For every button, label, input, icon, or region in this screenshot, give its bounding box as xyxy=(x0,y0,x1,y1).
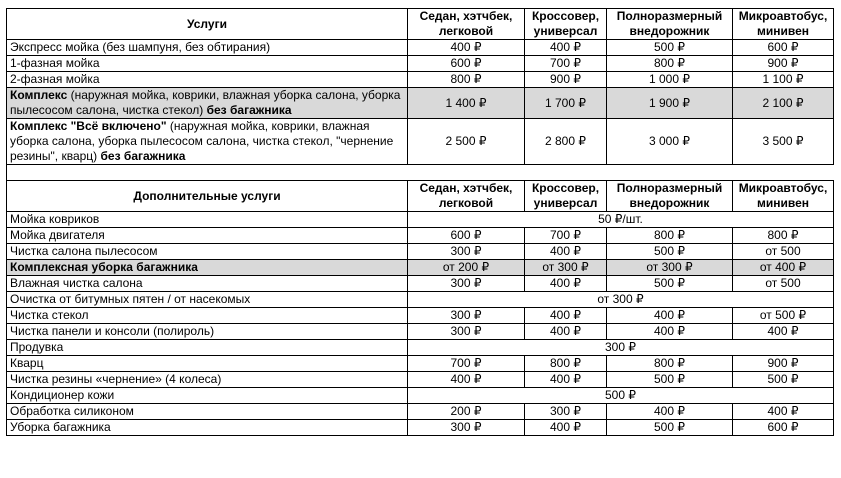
table-row xyxy=(7,372,834,388)
service-name xyxy=(7,119,408,165)
table-row-trunk-complex xyxy=(7,260,834,276)
main-header-row xyxy=(7,9,834,40)
service-name xyxy=(7,260,408,276)
header-suv: Полноразмерный внедорожник xyxy=(607,181,733,212)
table-row xyxy=(7,388,834,404)
header-minivan: Микроавтобус, минивен xyxy=(733,9,834,40)
price-cell: 400 ₽ xyxy=(525,244,607,260)
price-cell: 400 ₽ xyxy=(525,276,607,292)
price-cell: 600 ₽ xyxy=(733,420,834,436)
price-cell-all: 50 ₽/шт. xyxy=(408,212,834,228)
price-cell: 900 ₽ xyxy=(733,56,834,72)
table-row xyxy=(7,420,834,436)
price-cell: 600 ₽ xyxy=(733,40,834,56)
table-row xyxy=(7,56,834,72)
table-row xyxy=(7,72,834,88)
price-cell: 600 ₽ xyxy=(408,228,525,244)
price-cell: 800 ₽ xyxy=(525,356,607,372)
table-row xyxy=(7,228,834,244)
header-services: Услуги xyxy=(7,9,408,40)
header-crossover: Кроссовер, универсал xyxy=(525,9,607,40)
price-cell: 700 ₽ xyxy=(525,228,607,244)
service-name-detail: (наружная мойка, коврики, влажная уборка салона, уборка пылесосом салона, чистка стекол) xyxy=(10,88,401,117)
service-name: 1-фазная мойка xyxy=(7,56,408,72)
service-name: Кондиционер кожи xyxy=(7,388,408,404)
price-cell-all: от 300 ₽ xyxy=(408,292,834,308)
price-cell: 1 400 ₽ xyxy=(408,88,525,119)
table-row xyxy=(7,356,834,372)
service-name: Чистка салона пылесосом xyxy=(7,244,408,260)
price-cell: 800 ₽ xyxy=(607,56,733,72)
service-name-bold: Комплекс "Всё включено" xyxy=(10,119,167,133)
service-name-detail: (наружная мойка, коврики, влажная уборка салона, уборка пылесосом салона, чистка стекол, "чернение резины", кварц) xyxy=(10,119,394,163)
service-name: Мойка двигателя xyxy=(7,228,408,244)
price-cell: 400 ₽ xyxy=(408,372,525,388)
service-name: Чистка стекол xyxy=(7,308,408,324)
service-name: Продувка xyxy=(7,340,408,356)
price-cell: 800 ₽ xyxy=(607,356,733,372)
price-cell-all: 500 ₽ xyxy=(408,388,834,404)
price-cell: 800 ₽ xyxy=(607,228,733,244)
price-cell: 300 ₽ xyxy=(408,324,525,340)
price-cell: 400 ₽ xyxy=(733,404,834,420)
table-row xyxy=(7,40,834,56)
price-cell: от 300 ₽ xyxy=(607,260,733,276)
price-cell: 500 ₽ xyxy=(607,372,733,388)
service-name: Мойка ковриков xyxy=(7,212,408,228)
service-name: Обработка силиконом xyxy=(7,404,408,420)
price-cell: 700 ₽ xyxy=(525,56,607,72)
table-row xyxy=(7,212,834,228)
table-row-complex xyxy=(7,88,834,119)
price-cell: 400 ₽ xyxy=(525,40,607,56)
table-row-all-inclusive xyxy=(7,119,834,165)
price-cell: 600 ₽ xyxy=(408,56,525,72)
price-cell: 3 000 ₽ xyxy=(607,119,733,165)
price-cell: от 200 ₽ xyxy=(408,260,525,276)
header-sedan: Седан, хэтчбек, легковой xyxy=(408,9,525,40)
price-cell: 1 900 ₽ xyxy=(607,88,733,119)
price-cell: от 400 ₽ xyxy=(733,260,834,276)
price-cell: от 500 xyxy=(733,244,834,260)
price-cell: 800 ₽ xyxy=(733,228,834,244)
extra-header-row xyxy=(7,181,834,212)
price-cell: 700 ₽ xyxy=(408,356,525,372)
price-cell: 400 ₽ xyxy=(733,324,834,340)
price-cell: 400 ₽ xyxy=(607,324,733,340)
service-name-note: без багажника xyxy=(206,103,292,117)
service-name: Очистка от битумных пятен / от насекомых xyxy=(7,292,408,308)
table-row xyxy=(7,292,834,308)
price-cell: 200 ₽ xyxy=(408,404,525,420)
service-name: Уборка багажника xyxy=(7,420,408,436)
price-cell: 400 ₽ xyxy=(408,40,525,56)
price-cell: 2 100 ₽ xyxy=(733,88,834,119)
service-name xyxy=(7,88,408,119)
spacer-cell xyxy=(7,165,834,181)
price-cell: 400 ₽ xyxy=(525,372,607,388)
price-cell: 400 ₽ xyxy=(525,420,607,436)
spacer-row xyxy=(7,165,834,181)
table-row xyxy=(7,404,834,420)
price-cell: 1 100 ₽ xyxy=(733,72,834,88)
price-cell: 800 ₽ xyxy=(408,72,525,88)
price-sheet xyxy=(6,8,834,436)
header-crossover: Кроссовер, универсал xyxy=(525,181,607,212)
service-name-bold: Комплексная уборка багажника xyxy=(10,260,198,274)
price-cell: 900 ₽ xyxy=(733,356,834,372)
price-cell: 300 ₽ xyxy=(408,276,525,292)
header-minivan: Микроавтобус, минивен xyxy=(733,181,834,212)
price-cell: 500 ₽ xyxy=(607,244,733,260)
price-cell: 300 ₽ xyxy=(525,404,607,420)
header-suv: Полноразмерный внедорожник xyxy=(607,9,733,40)
service-name: Экспресс мойка (без шампуня, без обтирания) xyxy=(7,40,408,56)
service-name: Влажная чистка салона xyxy=(7,276,408,292)
price-cell: 2 500 ₽ xyxy=(408,119,525,165)
header-extra-services: Дополнительные услуги xyxy=(7,181,408,212)
table-row xyxy=(7,244,834,260)
price-cell: 900 ₽ xyxy=(525,72,607,88)
price-cell: 400 ₽ xyxy=(525,308,607,324)
price-cell: 500 ₽ xyxy=(607,420,733,436)
price-cell: 300 ₽ xyxy=(408,420,525,436)
price-cell: 1 000 ₽ xyxy=(607,72,733,88)
price-cell: 400 ₽ xyxy=(525,324,607,340)
header-sedan: Седан, хэтчбек, легковой xyxy=(408,181,525,212)
price-cell: 2 800 ₽ xyxy=(525,119,607,165)
price-cell: 300 ₽ xyxy=(408,244,525,260)
table-row xyxy=(7,308,834,324)
price-cell: 500 ₽ xyxy=(607,276,733,292)
price-cell: 400 ₽ xyxy=(607,404,733,420)
service-name-bold: Комплекс xyxy=(10,88,68,102)
price-cell: 300 ₽ xyxy=(408,308,525,324)
table-row xyxy=(7,340,834,356)
price-cell: 500 ₽ xyxy=(733,372,834,388)
price-cell: 1 700 ₽ xyxy=(525,88,607,119)
service-name: 2-фазная мойка xyxy=(7,72,408,88)
service-name: Кварц xyxy=(7,356,408,372)
service-name: Чистка панели и консоли (полироль) xyxy=(7,324,408,340)
table-row xyxy=(7,324,834,340)
price-cell: 500 ₽ xyxy=(607,40,733,56)
price-cell-all: 300 ₽ xyxy=(408,340,834,356)
price-cell: 400 ₽ xyxy=(607,308,733,324)
price-cell: от 300 ₽ xyxy=(525,260,607,276)
service-name: Чистка резины «чернение» (4 колеса) xyxy=(7,372,408,388)
table-row xyxy=(7,276,834,292)
price-cell: 3 500 ₽ xyxy=(733,119,834,165)
price-cell: от 500 xyxy=(733,276,834,292)
service-name-note: без багажника xyxy=(100,149,186,163)
price-table xyxy=(6,8,834,436)
price-cell: от 500 ₽ xyxy=(733,308,834,324)
